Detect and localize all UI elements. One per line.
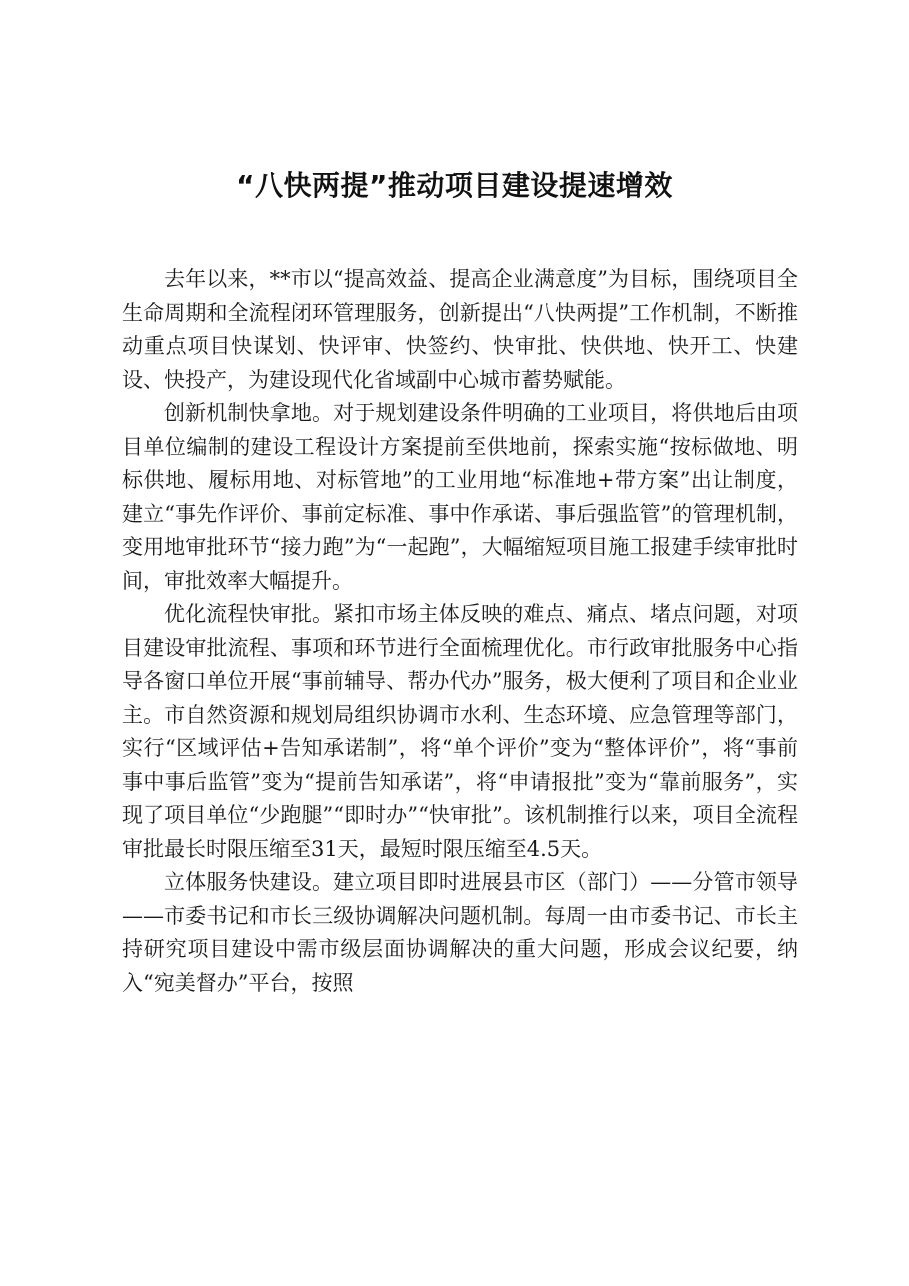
document-body (122, 263, 798, 1000)
paragraph-land-supply: 创新机制快拿地。对于规划建设条件明确的工业项目，将供地后由项目单位编制的建设工程设计方案提前至供地前，探索实施“按标做地、明标供地、履标用地、对标管地”的工业用地“标准地+带方案”出让制度，建立“事先作评价、事前定标准、事中作承诺、事后强监管”的管理机制，变用地审批环节“接力跑”为“一起跑”，大幅缩短项目施工报建手续审批时间，审批效率大幅提升。 (122, 401, 798, 593)
paragraph-intro: 去年以来，**市以“提高效益、提高企业满意度”为目标，围绕项目全生命周期和全流程闭环管理服务，创新提出“八快两提”工作机制，不断推动重点项目快谋划、快评审、快签约、快审批、快供地、快开工、快建设、快投产，为建设现代化省域副中心城市蓄势赋能。 (122, 267, 798, 392)
document-title: “八快两提”推动项目建设提速增效 (236, 169, 673, 202)
paragraph-approval: 优化流程快审批。紧扣市场主体反映的难点、痛点、堵点问题，对项目建设审批流程、事项和环节进行全面梳理优化。市行政审批服务中心指导各窗口单位开展“事前辅导、帮办代办”服务，极大便利了项目和企业业主。市自然资源和规划局组织协调市水利、生态环境、应急管理等部门，实行“区域评估+告知承诺制”，将“单个评价”变为“整体评价”，将“事前事中事后监管”变为“提前告知承诺”，将“申请报批”变为“靠前服务”，实现了项目单位“少跑腿”“即时办”“快审批”。该机制推行以来，项目全流程审批最长时限压缩至31天，最短时限压缩至4.5天。 (122, 602, 798, 861)
paragraph-construction: 立体服务快建设。建立项目即时进展县市区（部门）——分管市领导——市委书记和市长三级协调解决问题机制。每周一由市委书记、市长主持研究项目建设中需市级层面协调解决的重大问题，形成会议纪要，纳入“宛美督办”平台，按照 (122, 870, 798, 995)
